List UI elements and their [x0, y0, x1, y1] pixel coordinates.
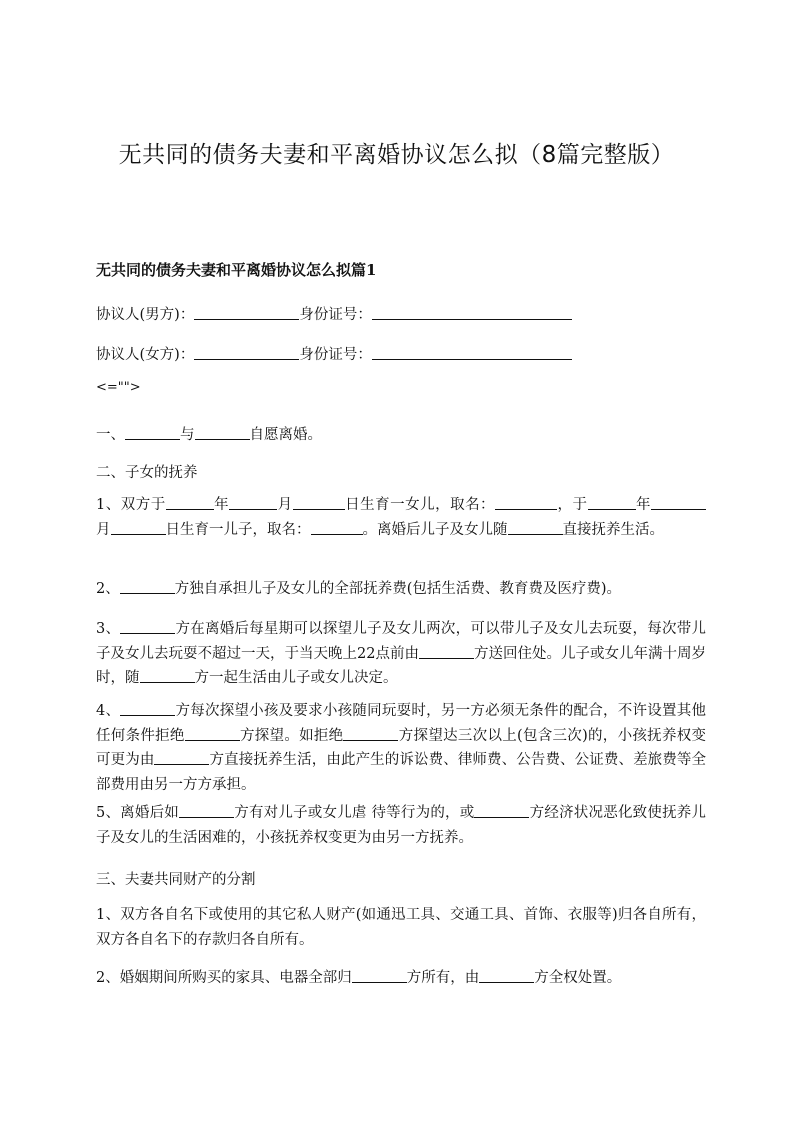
stray-text: <="">: [96, 380, 141, 395]
clause-text: 5、离婚后如: [96, 805, 180, 821]
clause-text: 与: [180, 427, 195, 443]
clause-text: 3、: [96, 621, 121, 637]
clause-text: 4、: [96, 703, 121, 719]
id-label: 身份证号：: [299, 347, 372, 363]
blank-field: [120, 619, 175, 634]
clause-text: 方直接抚养生活，由此产生的诉讼费、律师费、公告费、公证费、差旅费等全部费用由另一方方承担。: [96, 752, 706, 793]
clause-text: 2、: [96, 581, 120, 597]
blank-field: [651, 495, 706, 510]
clause-text: 方全权处置。: [534, 970, 622, 986]
blank-field: [229, 495, 277, 510]
paragraph-3: [96, 617, 706, 691]
blank-field: [495, 495, 557, 510]
blank-field: [343, 726, 398, 741]
blank-field: [293, 495, 345, 510]
blank-field: [352, 968, 407, 983]
clause-text: 日生育一儿子，取名：: [165, 521, 311, 538]
blank-field: [111, 520, 166, 535]
document-title: 无共同的债务夫妻和平离婚协议怎么拟（8篇完整版）: [118, 142, 675, 168]
paragraph-5: [96, 801, 706, 850]
clause-one: [96, 423, 322, 444]
party-male-label: 协议人(男方)：: [96, 307, 195, 323]
section-heading-children: 二、子女的抚养: [96, 465, 198, 481]
blank-field: [311, 520, 363, 535]
clause-text: 日生育一女儿，取名：: [344, 497, 496, 513]
clause-text: 年: [213, 497, 230, 513]
clause-text: 。离婚后儿子及女儿随: [362, 521, 508, 538]
clause-text: 月: [96, 521, 111, 538]
blank-field: [125, 425, 180, 440]
clause-text: 1、双方于: [96, 497, 166, 513]
clause-text: 方独自承担儿子及女儿的全部抚养费(包括生活费、教育费及医疗费)。: [174, 581, 622, 597]
clause-text: 自愿离婚。: [249, 427, 322, 443]
blank-field: [195, 425, 250, 440]
clause-text: 一、: [96, 427, 125, 443]
clause-text: 方经济状况恶化致使抚养儿子及女儿的生活困难的，小孩抚养权变更为由另一方抚养。: [96, 805, 707, 846]
blank-field: [154, 750, 209, 765]
clause-text: 方每次探望小孩及要求小孩随同玩耍时，另一方必须无条件的配合，不许设置其他任何条件拒绝: [96, 703, 706, 744]
blank-field: [179, 803, 234, 818]
clause-text: ，于: [557, 497, 588, 513]
paragraph-1: [96, 493, 706, 542]
paragraph-4: [96, 699, 706, 797]
clause-text: 方在离婚后每星期可以探望儿子及女儿两次，可以带儿子及女儿去玩耍，每次带儿子及女儿去玩耍不超过一天，于当天晚上22点前由: [96, 621, 706, 662]
blank-field: [372, 305, 572, 320]
party-female-line: [96, 343, 572, 364]
section-title: 无共同的债务夫妻和平离婚协议怎么拟篇1: [96, 261, 377, 279]
blank-field: [120, 701, 175, 716]
clause-text: 方所有，由: [406, 970, 480, 986]
party-female-label: 协议人(女方)：: [96, 347, 195, 363]
paragraph-2: [96, 577, 706, 602]
clause-text: 年: [635, 497, 652, 513]
blank-field: [166, 495, 214, 510]
id-label: 身份证号：: [299, 307, 372, 323]
clause-text: 方送回住处。儿子或女儿年满十周岁时，随: [96, 645, 707, 686]
blank-field: [474, 803, 529, 818]
blank-field: [120, 579, 175, 594]
property-clause-1: 1、双方各自名下或使用的其它私人财产(如通迅工具、交通工具、首饰、衣服等)归各自所有，双方各自名下的存款归各自所有。: [96, 907, 706, 948]
blank-field: [194, 305, 299, 320]
blank-field: [419, 644, 474, 659]
clause-text: 方探望达三次以上(包含三次)的，小孩抚养权变可更为由: [96, 727, 707, 768]
blank-field: [185, 726, 240, 741]
section-heading-property: 三、夫妻共同财产的分割: [96, 872, 256, 888]
blank-field: [588, 495, 636, 510]
blank-field: [508, 520, 563, 535]
clause-text: 方探望。如拒绝: [239, 727, 344, 744]
blank-field: [372, 345, 572, 360]
clause-text: 月: [277, 497, 293, 513]
blank-field: [140, 668, 195, 683]
clause-text: 直接抚养生活。: [562, 521, 664, 538]
clause-text: 方一起生活由儿子或女儿决定。: [194, 670, 398, 686]
clause-text: 方有对儿子或女儿虐 待等行为的，或: [234, 805, 475, 821]
property-clause-2: [96, 966, 621, 987]
blank-field: [479, 968, 534, 983]
clause-text: 2、婚姻期间所购买的家具、电器全部归: [96, 970, 352, 986]
blank-field: [194, 345, 299, 360]
party-male-line: [96, 303, 572, 324]
